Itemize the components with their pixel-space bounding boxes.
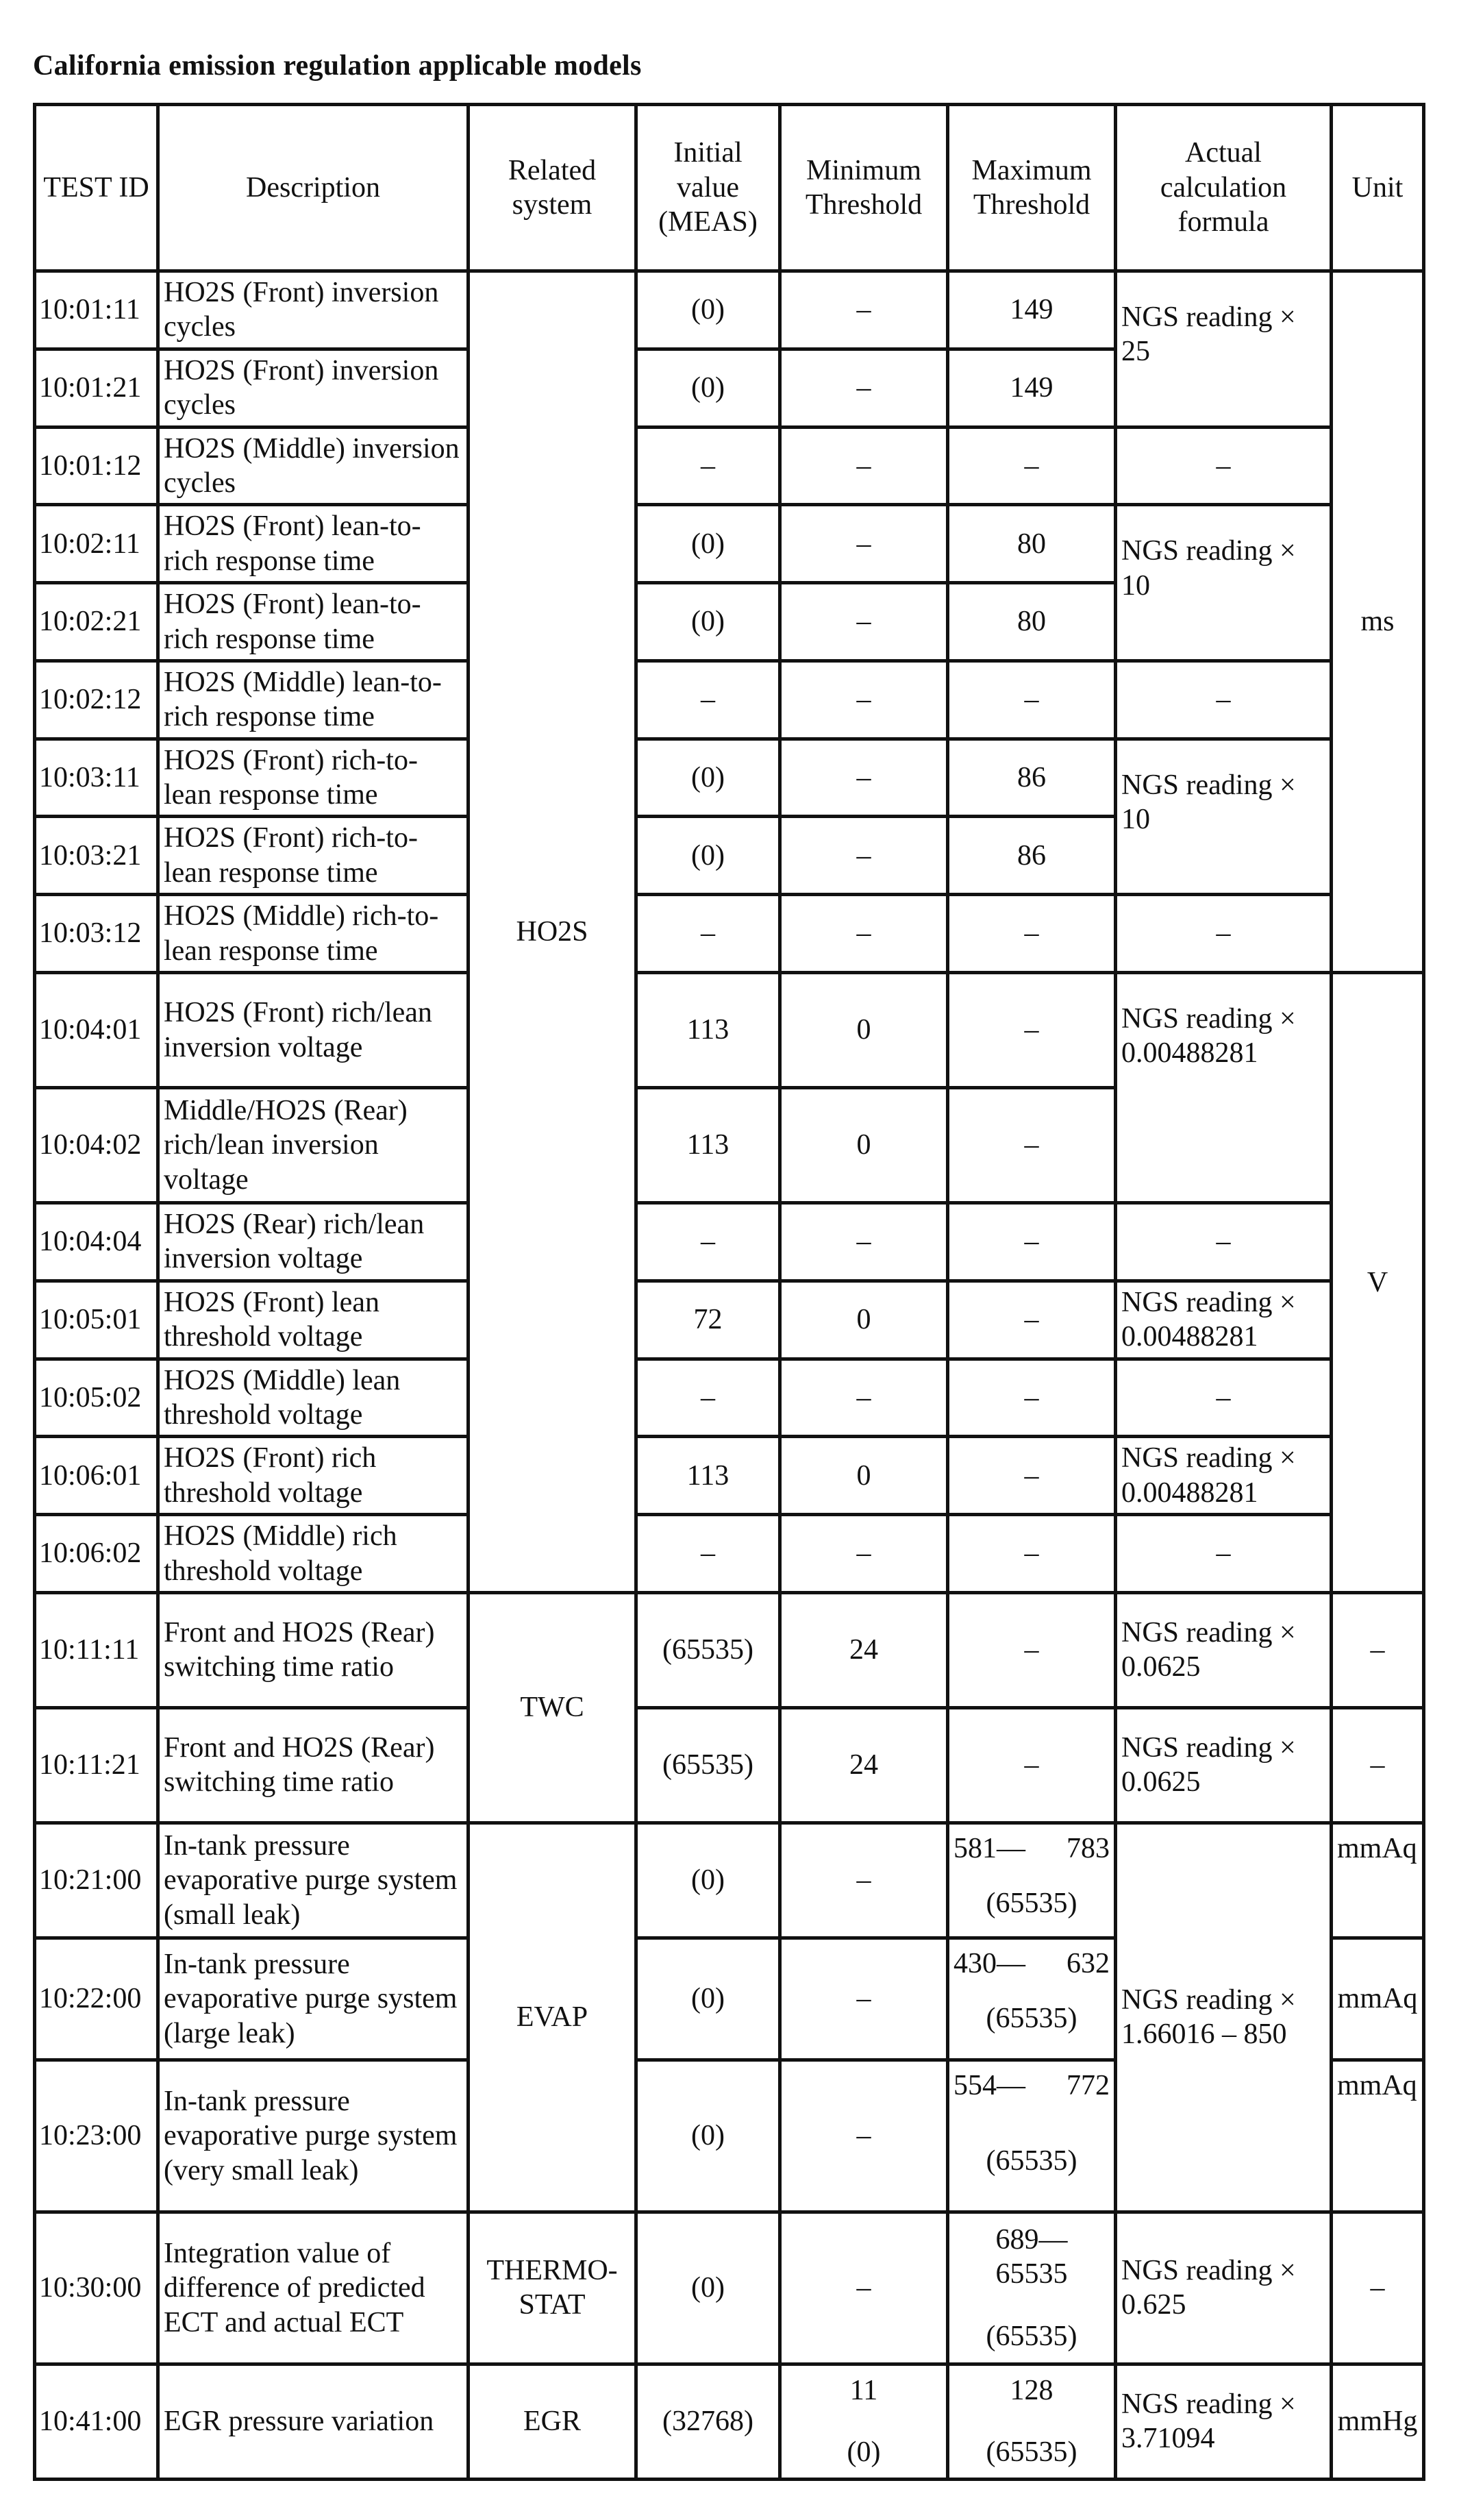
test-id: 10:01:11 [35, 271, 158, 349]
min-threshold: – [780, 895, 948, 973]
formula: NGS reading × 0.00488281 [1116, 1281, 1332, 1359]
min-threshold: 24 [780, 1592, 948, 1707]
header-formula: Actual calculation formula [1116, 105, 1332, 271]
table-row [35, 1281, 1424, 1359]
initial-value: (0) [636, 583, 780, 661]
description: Front and HO2S (Rear) switching time ratio [158, 1592, 469, 1707]
header-unit: Unit [1332, 105, 1424, 271]
initial-value: (0) [636, 349, 780, 427]
max-threshold: – [948, 895, 1116, 973]
unit: mmAq [1332, 1823, 1424, 1938]
unit: ms [1332, 271, 1424, 973]
related-system: HO2S [469, 271, 636, 1593]
unit: mmHg [1332, 2364, 1424, 2479]
max-threshold: – [948, 1088, 1116, 1203]
table-row [35, 271, 1424, 349]
min-threshold: 0 [780, 973, 948, 1088]
description: HO2S (Front) inversion cycles [158, 271, 469, 349]
description: Integration value of difference of predicted ECT and actual ECT [158, 2212, 469, 2364]
formula: NGS reading × 0.00488281 [1116, 973, 1332, 1203]
initial-value: (0) [636, 505, 780, 583]
min-threshold: – [780, 2212, 948, 2364]
min-top: 11 [849, 2375, 878, 2407]
description: HO2S (Front) rich/lean inversion voltage [158, 973, 469, 1088]
description: EGR pressure variation [158, 2364, 469, 2479]
description: HO2S (Front) lean-to-rich response time [158, 505, 469, 583]
unit: – [1332, 2212, 1424, 2364]
max-threshold [948, 2060, 1116, 2212]
max-mid: 65535 [995, 2258, 1068, 2290]
description: HO2S (Front) lean threshold voltage [158, 1281, 469, 1359]
header-min-threshold: Minimum Threshold [780, 105, 948, 271]
min-threshold: 24 [780, 1707, 948, 1823]
initial-value: 72 [636, 1281, 780, 1359]
table-row [35, 2212, 1424, 2364]
page-title: California emission regulation applicable models [33, 50, 642, 82]
table-row [35, 505, 1424, 583]
max-sub: (65535) [986, 2320, 1077, 2352]
description: HO2S (Front) rich-to-lean response time [158, 817, 469, 895]
description: In-tank pressure evaporative purge system (very small leak) [158, 2060, 469, 2212]
max-threshold: – [948, 1592, 1116, 1707]
header-description: Description [158, 105, 469, 271]
formula: – [1116, 1515, 1332, 1593]
max-threshold: – [948, 973, 1116, 1088]
min-threshold: – [780, 505, 948, 583]
min-threshold: – [780, 1823, 948, 1938]
formula: NGS reading × 25 [1116, 271, 1332, 428]
table-row [35, 427, 1424, 505]
max-low: 430— [953, 1947, 1025, 1979]
unit: – [1332, 1707, 1424, 1823]
max-threshold: – [948, 1515, 1116, 1593]
unit: mmAq [1332, 1938, 1424, 2060]
max-threshold: 86 [948, 739, 1116, 817]
initial-value: 113 [636, 1088, 780, 1203]
unit: V [1332, 973, 1424, 1593]
test-id: 10:01:21 [35, 349, 158, 427]
header-initial-value: Initial value (MEAS) [636, 105, 780, 271]
description: HO2S (Middle) inversion cycles [158, 427, 469, 505]
test-id: 10:21:00 [35, 1823, 158, 1938]
test-id: 10:22:00 [35, 1938, 158, 2060]
min-threshold: 0 [780, 1281, 948, 1359]
related-system: EGR [469, 2364, 636, 2479]
max-threshold: – [948, 1203, 1116, 1281]
formula: NGS reading × 10 [1116, 505, 1332, 661]
initial-value: (65535) [636, 1592, 780, 1707]
initial-value: – [636, 895, 780, 973]
formula: NGS reading × 0.0625 [1116, 1592, 1332, 1707]
initial-value: – [636, 1515, 780, 1593]
table-row [35, 1515, 1424, 1593]
initial-value: (0) [636, 271, 780, 349]
max-threshold: 86 [948, 817, 1116, 895]
min-threshold: 0 [780, 1437, 948, 1515]
min-threshold: – [780, 1359, 948, 1437]
initial-value: (0) [636, 1938, 780, 2060]
test-id: 10:04:04 [35, 1203, 158, 1281]
test-id: 10:11:21 [35, 1707, 158, 1823]
max-low: 554— [953, 2069, 1025, 2101]
max-sub: (65535) [986, 2145, 1077, 2177]
test-id: 10:03:12 [35, 895, 158, 973]
max-threshold [948, 2212, 1116, 2364]
formula: NGS reading × 3.71094 [1116, 2364, 1332, 2479]
table-row [35, 1592, 1424, 1707]
table-row [35, 973, 1424, 1088]
test-id: 10:04:01 [35, 973, 158, 1088]
related-system: THERMO-STAT [469, 2212, 636, 2364]
description: Front and HO2S (Rear) switching time ratio [158, 1707, 469, 1823]
max-threshold: 149 [948, 271, 1116, 349]
description: HO2S (Middle) rich-to-lean response time [158, 895, 469, 973]
initial-value: (32768) [636, 2364, 780, 2479]
max-high: 772 [1067, 2069, 1110, 2101]
max-threshold: 80 [948, 583, 1116, 661]
test-id: 10:23:00 [35, 2060, 158, 2212]
max-top: 128 [1010, 2375, 1053, 2407]
test-id: 10:02:12 [35, 660, 158, 739]
min-threshold: – [780, 1203, 948, 1281]
initial-value: (0) [636, 2060, 780, 2212]
min-threshold: – [780, 583, 948, 661]
description: HO2S (Front) lean-to-rich response time [158, 583, 469, 661]
max-sub: (65535) [986, 2003, 1077, 2035]
header-related-system: Related system [469, 105, 636, 271]
table-row [35, 1707, 1424, 1823]
test-id: 10:05:01 [35, 1281, 158, 1359]
max-high: 632 [1067, 1947, 1110, 1979]
initial-value: (65535) [636, 1707, 780, 1823]
initial-value: – [636, 660, 780, 739]
table-row [35, 1437, 1424, 1515]
test-id: 10:02:21 [35, 583, 158, 661]
description: HO2S (Front) rich-to-lean response time [158, 739, 469, 817]
max-threshold: – [948, 1359, 1116, 1437]
max-threshold: – [948, 1707, 1116, 1823]
min-threshold: 0 [780, 1088, 948, 1203]
unit: – [1332, 1592, 1424, 1707]
test-id: 10:04:02 [35, 1088, 158, 1203]
max-sub: (65535) [986, 1888, 1077, 1920]
max-threshold [948, 2364, 1116, 2479]
description: HO2S (Middle) lean threshold voltage [158, 1359, 469, 1437]
initial-value: – [636, 427, 780, 505]
description: HO2S (Rear) rich/lean inversion voltage [158, 1203, 469, 1281]
formula: – [1116, 1203, 1332, 1281]
initial-value: (0) [636, 817, 780, 895]
max-threshold: – [948, 660, 1116, 739]
table-row [35, 1823, 1424, 1938]
max-threshold: – [948, 427, 1116, 505]
test-id: 10:03:11 [35, 739, 158, 817]
description: Middle/HO2S (Rear) rich/lean inversion voltage [158, 1088, 469, 1203]
max-threshold: 80 [948, 505, 1116, 583]
description: HO2S (Front) inversion cycles [158, 349, 469, 427]
min-threshold: – [780, 660, 948, 739]
min-threshold [780, 2364, 948, 2479]
min-sub: (0) [847, 2436, 881, 2469]
initial-value: 113 [636, 1437, 780, 1515]
min-threshold: – [780, 817, 948, 895]
formula: NGS reading × 1.66016 – 850 [1116, 1823, 1332, 2212]
description: In-tank pressure evaporative purge system (large leak) [158, 1938, 469, 2060]
emission-table [33, 103, 1425, 2481]
test-id: 10:02:11 [35, 505, 158, 583]
formula: – [1116, 895, 1332, 973]
test-id: 10:01:12 [35, 427, 158, 505]
initial-value: – [636, 1203, 780, 1281]
related-system: EVAP [469, 1823, 636, 2212]
formula: – [1116, 427, 1332, 505]
max-low: 581— [953, 1832, 1025, 1864]
initial-value: – [636, 1359, 780, 1437]
test-id: 10:41:00 [35, 2364, 158, 2479]
min-threshold: – [780, 739, 948, 817]
unit: mmAq [1332, 2060, 1424, 2212]
min-threshold: – [780, 1938, 948, 2060]
formula: – [1116, 660, 1332, 739]
formula: NGS reading × 0.0625 [1116, 1707, 1332, 1823]
formula: – [1116, 1359, 1332, 1437]
test-id: 10:06:02 [35, 1515, 158, 1593]
related-system: TWC [469, 1592, 636, 1823]
description: HO2S (Front) rich threshold voltage [158, 1437, 469, 1515]
min-threshold: – [780, 349, 948, 427]
min-threshold: – [780, 271, 948, 349]
test-id: 10:30:00 [35, 2212, 158, 2364]
formula: NGS reading × 0.00488281 [1116, 1437, 1332, 1515]
description: In-tank pressure evaporative purge system (small leak) [158, 1823, 469, 1938]
test-id: 10:05:02 [35, 1359, 158, 1437]
initial-value: (0) [636, 2212, 780, 2364]
min-threshold: – [780, 2060, 948, 2212]
table-row [35, 2364, 1424, 2479]
formula: NGS reading × 0.625 [1116, 2212, 1332, 2364]
test-id: 10:03:21 [35, 817, 158, 895]
header-test-id: TEST ID [35, 105, 158, 271]
initial-value: (0) [636, 739, 780, 817]
table-row [35, 1359, 1424, 1437]
max-threshold [948, 1938, 1116, 2060]
initial-value: (0) [636, 1823, 780, 1938]
description: HO2S (Middle) rich threshold voltage [158, 1515, 469, 1593]
max-threshold: – [948, 1281, 1116, 1359]
header-max-threshold: Maximum Threshold [948, 105, 1116, 271]
min-threshold: – [780, 1515, 948, 1593]
max-sub: (65535) [986, 2436, 1077, 2469]
max-top: 689— [995, 2223, 1068, 2256]
description: HO2S (Middle) lean-to-rich response time [158, 660, 469, 739]
max-threshold: 149 [948, 349, 1116, 427]
max-threshold [948, 1823, 1116, 1938]
max-high: 783 [1067, 1832, 1110, 1864]
test-id: 10:11:11 [35, 1592, 158, 1707]
test-id: 10:06:01 [35, 1437, 158, 1515]
table-row [35, 739, 1424, 817]
table-row [35, 660, 1424, 739]
formula: NGS reading × 10 [1116, 739, 1332, 895]
min-threshold: – [780, 427, 948, 505]
initial-value: 113 [636, 973, 780, 1088]
max-threshold: – [948, 1437, 1116, 1515]
table-row [35, 895, 1424, 973]
table-row [35, 1203, 1424, 1281]
header-row [35, 105, 1424, 271]
